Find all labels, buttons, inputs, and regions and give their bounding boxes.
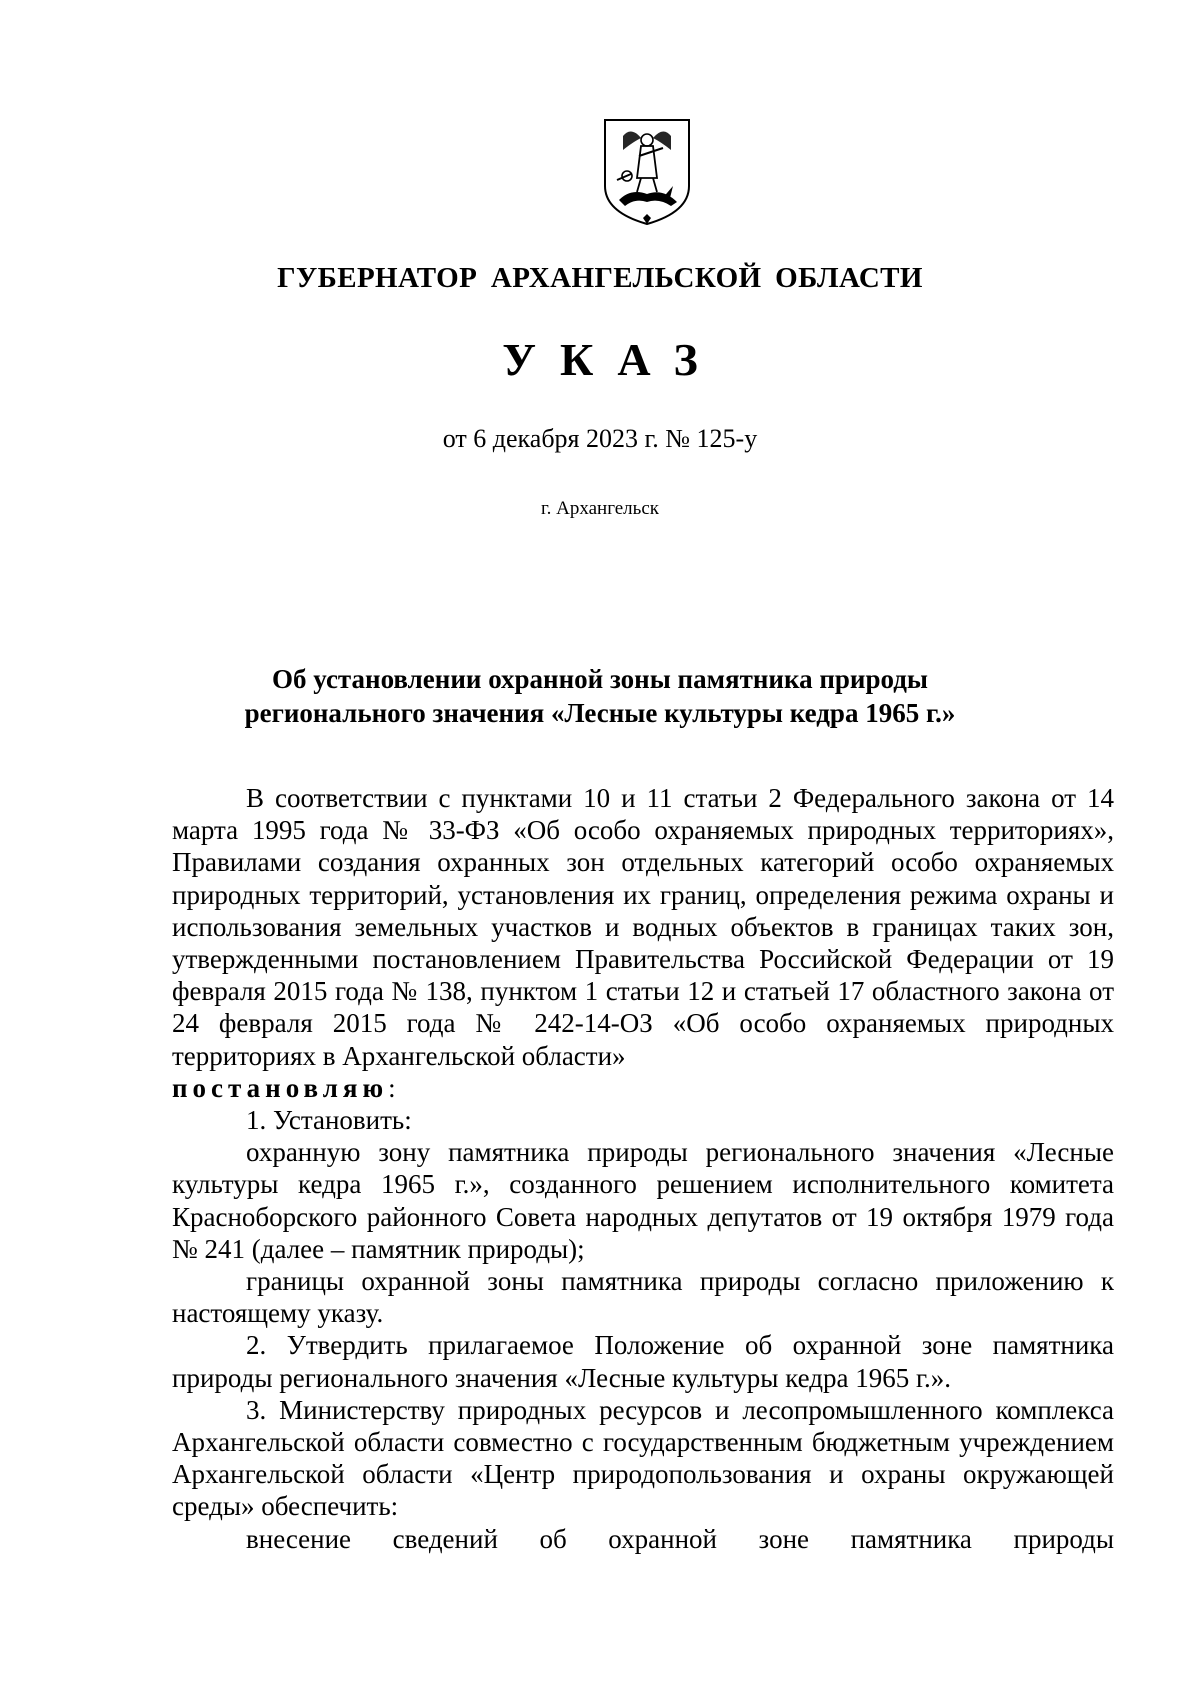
decree-word: постановляю [172, 1072, 389, 1103]
decree-line [172, 1072, 1114, 1104]
item-3: 3. Министерству природных ресурсов и лесопромышленного комплекса Архангельской области совместно с государственным бюджетным учреждением Архангельской области «Центр природопользования и охраны окружающей среды» обеспечить: [172, 1394, 1114, 1522]
item-1-b: границы охранной зоны памятника природы согласно приложению к настоящему указу. [172, 1266, 1114, 1329]
coat-of-arms-icon [601, 116, 693, 228]
decree-colon: : [388, 1072, 396, 1103]
document-type: УКАЗ [502, 334, 722, 385]
preamble-paragraph: В соответствии с пунктами 10 и 11 статьи 2 Федерального закона от 14 марта 1995 года № 33-ФЗ «Об особо охраняемых природных территориях», Правилами создания охранных зон отдельных категорий особо охраняемых природных территорий, установления их границ, определения режима охраны и использования земельных участков и водных объектов в границах таких зон, утвержденными постановлением Правительства Российской Федерации от 19 февраля 2015 года № 138, пунктом 1 статьи 12 и статьей 17 областного закона от 24 февраля 2015 года № 242-14-ОЗ «Об особо охраняемых природных территориях в Архангельской области» [172, 783, 1114, 1071]
title-line-2: регионального значения «Лесные культуры кедра 1965 г.» [244, 698, 956, 728]
document-title [0, 662, 1200, 730]
issuer-heading: ГУБЕРНАТОР АРХАНГЕЛЬСКОЙ ОБЛАСТИ [277, 262, 923, 294]
document-date-number: от 6 декабря 2023 г. № 125-у [442, 424, 758, 453]
item-1-a: охранную зону памятника природы регионального значения «Лесные культуры кедра 1965 г.», созданного решением исполнительного комитета Красноборского районного Совета народных депутатов от 19 октября 1979 года № 241 (далее – памятник природы); [172, 1137, 1114, 1264]
item-3-a: внесение сведений об охранной зоне памятника природы [246, 1523, 1114, 1554]
item-1: 1. Установить: [246, 1105, 412, 1136]
item-2: 2. Утвердить прилагаемое Положение об охранной зоне памятника природы регионального значения «Лесные культуры кедра 1965 г.». [172, 1330, 1114, 1393]
document-city: г. Архангельск [540, 498, 659, 519]
document-body [172, 782, 1114, 1555]
title-line-1: Об установлении охранной зоны памятника природы [272, 664, 928, 694]
